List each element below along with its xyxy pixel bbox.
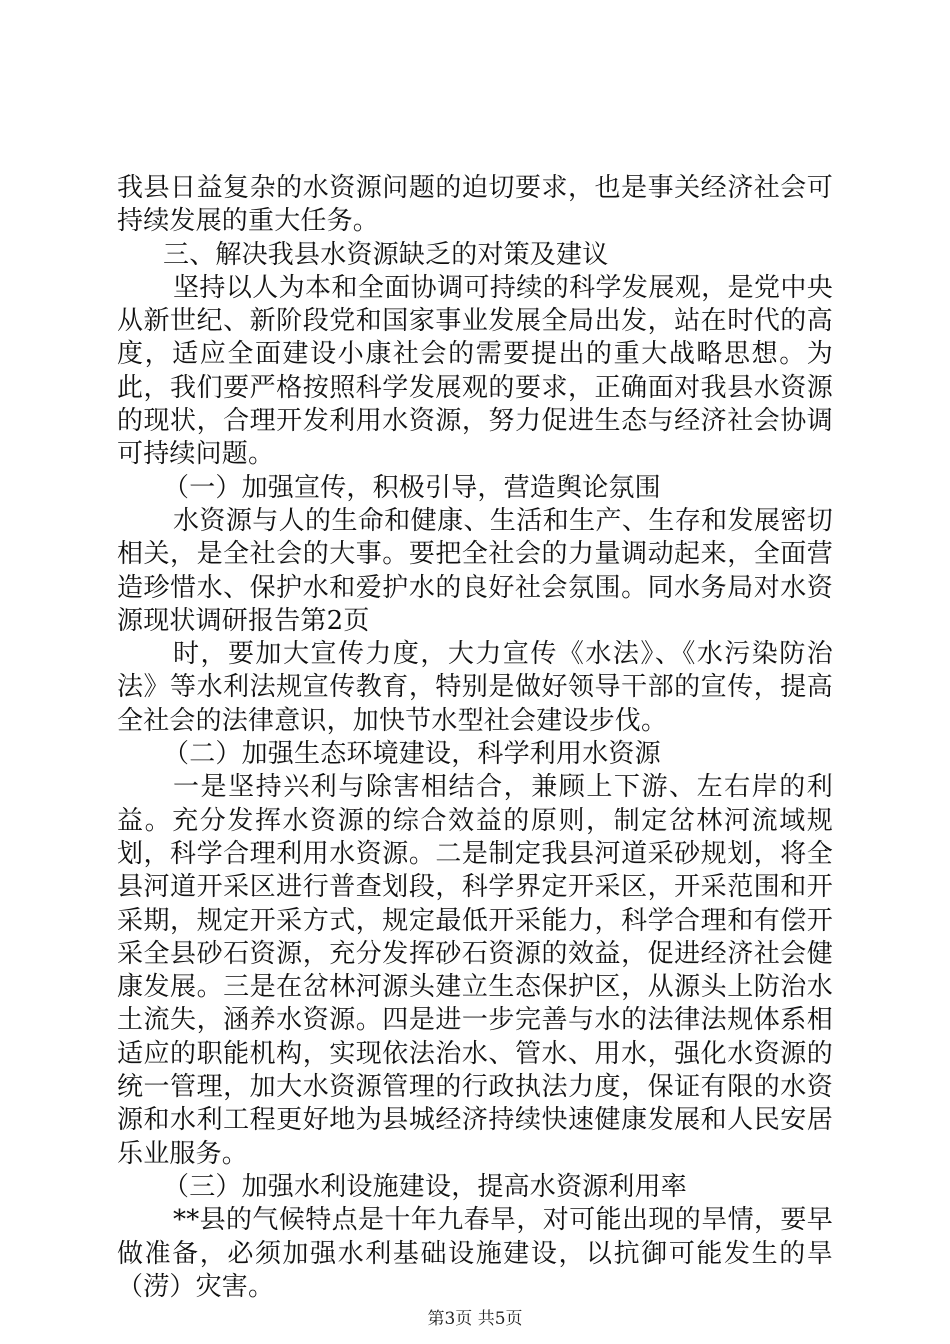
paragraph-ecology: 一是坚持兴利与除害相结合，兼顾上下游、左右岸的利益。充分发挥水资源的综合效益的原则，制定岔林河流域规划，科学合理利用水资源。二是制定我县河道采砂规划，将全县河道开采区进行普查划段，科学界定开采区，开采范围和开采期，规定开采方式，规定最低开采能力，科学合理和有偿开采全县砂石资源，充分发挥砂石资源的效益，促进经济社会健康发展。三是在岔林河源头建立生态保护区，从源头上防治水土流失，涵养水资源。四是进一步完善与水的法律法规体系相适应的职能机构，实现依法治水、管水、用水，强化水资源的统一管理，加大水资源管理的行政执法力度，保证有限的水资源和水利工程更好地为县城经济持续快速健康发展和人民安居乐业服务。 xyxy=(117,772,833,1169)
subheading-1: （一）加强宣传，积极引导，营造舆论氛围 xyxy=(163,472,661,503)
paragraph-continued: 我县日益复杂的水资源问题的迫切要求，也是事关经济社会可持续发展的重大任务。 xyxy=(117,173,833,237)
paragraph-publicity: 水资源与人的生命和健康、生活和生产、生存和发展密切相关，是全社会的大事。要把全社会的力量调动起来，全面营造珍惜水、保护水和爱护水的良好社会氛围。同水务局对水资源现状调研报告第2页 xyxy=(117,505,833,636)
document-body xyxy=(117,172,833,1304)
paragraph-publicity-continued: 时，要加大宣传力度，大力宣传《水法》、《水污染防治法》等水利法规宣传教育，特别是做好领导干部的宣传，提高全社会的法律意识，加快节水型社会建设步伐。 xyxy=(117,639,833,736)
subheading-2: （二）加强生态环境建设，科学利用水资源 xyxy=(163,739,661,770)
section-heading-3: 三、解决我县水资源缺乏的对策及建议 xyxy=(163,239,609,270)
paragraph-infrastructure: **县的气候特点是十年九春旱，对可能出现的旱情，要早做准备，必须加强水利基础设施建设，以抗御可能发生的旱（涝）灾害。 xyxy=(117,1205,833,1302)
subheading-3: （三）加强水利设施建设，提高水资源利用率 xyxy=(163,1171,688,1202)
page-footer: 第3页 共5页 xyxy=(427,1309,523,1329)
paragraph-intro: 坚持以人为本和全面协调可持续的科学发展观，是党中央从新世纪、新阶段党和国家事业发展全局出发，站在时代的高度，适应全面建设小康社会的需要提出的重大战略思想。为此，我们要严格按照科学发展观的要求，正确面对我县水资源的现状，合理开发利用水资源，努力促进生态与经济社会协调可持续问题。 xyxy=(117,272,833,470)
